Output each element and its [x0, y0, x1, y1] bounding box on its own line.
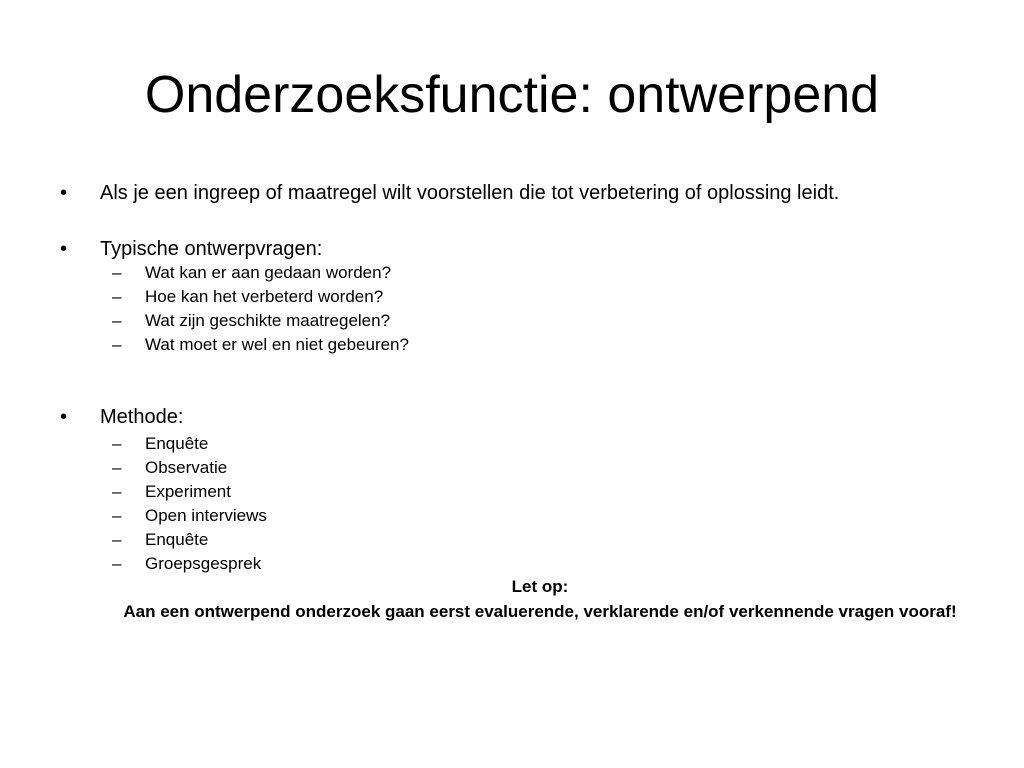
- slide-title: Onderzoeksfunctie: ontwerpend: [144, 66, 880, 124]
- bullet-dot-icon: •: [60, 406, 68, 428]
- note-body: Aan een ontwerpend onderzoek gaan eerst evaluerende, verklarende en/of verkennende vragen vooraf!: [123, 602, 957, 621]
- sub-item-text: Enquête: [145, 434, 209, 453]
- sub-item-text: Wat moet er wel en niet gebeuren?: [145, 335, 409, 354]
- sub-item-text: Groepsgesprek: [145, 554, 262, 573]
- dash-icon: –: [112, 458, 122, 477]
- dash-icon: –: [112, 506, 122, 525]
- sub-item-text: Enquête: [145, 530, 209, 549]
- bullet-dot-icon: •: [60, 238, 68, 260]
- sub-item-text: Observatie: [145, 458, 228, 477]
- sub-item-text: Open interviews: [145, 506, 267, 525]
- dash-icon: –: [112, 311, 122, 330]
- note-heading: Let op:: [511, 577, 569, 596]
- bullet-text: Als je een ingreep of maatregel wilt voorstellen die tot verbetering of oplossing leidt.: [100, 182, 840, 204]
- bullet-text: Methode:: [100, 406, 184, 428]
- sub-item-text: Hoe kan het verbeterd worden?: [145, 287, 384, 306]
- bullet-text: Typische ontwerpvragen:: [100, 238, 323, 260]
- dash-icon: –: [112, 335, 122, 354]
- sub-item-text: Wat zijn geschikte maatregelen?: [145, 311, 391, 330]
- dash-icon: –: [112, 554, 122, 573]
- bullet-dot-icon: •: [60, 182, 68, 204]
- dash-icon: –: [112, 482, 122, 501]
- sub-item-text: Experiment: [145, 482, 231, 501]
- dash-icon: –: [112, 530, 122, 549]
- dash-icon: –: [112, 287, 122, 306]
- dash-icon: –: [112, 263, 122, 282]
- dash-icon: –: [112, 434, 122, 453]
- sub-item-text: Wat kan er aan gedaan worden?: [145, 263, 392, 282]
